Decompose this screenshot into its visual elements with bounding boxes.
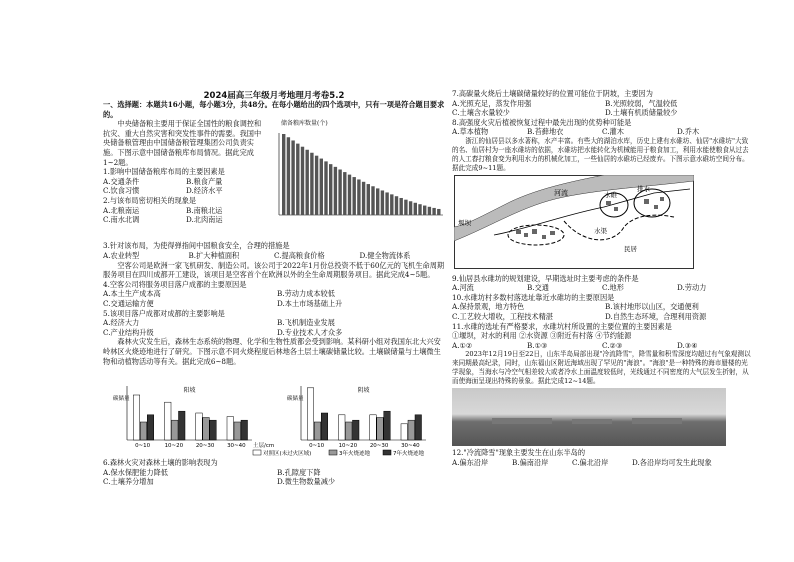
- granary-chart: [267, 119, 445, 241]
- map-label-houses: 民居: [624, 244, 637, 253]
- q9-option-b: B.交通: [527, 283, 549, 293]
- q2-option-b: B.南粮北运: [186, 205, 223, 215]
- q6-stem: 6.森林火灾对森林土壤的影响表现为: [103, 458, 218, 467]
- q11-items: ①堰坝，对水的利用 ②水资源 ③附近有村落 ④节约能源: [452, 331, 632, 341]
- granary-bars: [267, 129, 445, 239]
- fire-bar: [234, 422, 241, 440]
- q2-option-c: C.南水北调: [103, 215, 140, 225]
- granary-bar: [334, 167, 337, 215]
- fire-x-tick: 0~10: [309, 443, 325, 449]
- fire-bar: [415, 415, 422, 440]
- fire-legend-label: 3年火烧迹地: [339, 451, 370, 457]
- fire-bar: [370, 415, 377, 440]
- fire-carbon-svg: [103, 378, 445, 458]
- fire-x-tick: 30~40: [227, 443, 246, 449]
- q2-stem: 2.与该布局密切相关的现象是: [103, 195, 197, 205]
- q2-option-a: A.北粮南运: [103, 205, 140, 215]
- map-label-canal: 水渠: [594, 226, 607, 235]
- q10-option-a: A.保持景观，地方特色: [452, 302, 525, 312]
- granary-bar: [338, 169, 341, 215]
- granary-bar: [437, 209, 440, 215]
- fire-bar: [227, 417, 234, 440]
- q1-option-d: D.经济水平: [186, 186, 223, 196]
- q7-option-d: D.土壤有机质储量较少: [605, 108, 678, 118]
- q4-option-d: D.本土市场基础上升: [277, 298, 343, 308]
- granary-chart-label: 储备粮库数量(个): [281, 120, 328, 128]
- granary-bar: [418, 204, 421, 215]
- granary-bar: [282, 134, 285, 215]
- granary-bar: [301, 146, 304, 214]
- fire-x-tick: 20~30: [195, 443, 215, 449]
- granary-bar: [306, 150, 309, 215]
- fire-bar: [314, 422, 321, 440]
- exam-title: 2024届高三年级月考地理月考卷5.2: [203, 91, 345, 101]
- q12-option-c: C.偏北沿岸: [572, 457, 609, 467]
- fire-bar: [241, 420, 248, 440]
- fire-y-label: 碳储量: [113, 396, 130, 402]
- q10-option-c: C.工艺较大增收，工程技术精湛: [452, 311, 553, 321]
- fire-x-tick: 20~30: [369, 443, 389, 449]
- granary-bar: [320, 158, 323, 214]
- q3-option-d: D.健全物流体系: [359, 250, 411, 260]
- fire-bar: [339, 415, 346, 440]
- granary-bar: [400, 198, 403, 215]
- q7-stem: 7.高碳量火烧后土壤碳储量较好的位置可能位于阴坡，主要因为: [452, 89, 653, 98]
- q12-option-a: A.偏东沿岸: [452, 457, 489, 467]
- q8-option-a: A.草本植物: [452, 127, 489, 137]
- granary-bar: [310, 153, 313, 215]
- granary-bar: [348, 174, 351, 214]
- q11-option-b: B.①③: [527, 340, 548, 350]
- granary-bar: [291, 140, 294, 215]
- granary-bar: [362, 182, 365, 215]
- q5-option-b: B.飞机制造业发展: [277, 318, 335, 328]
- passage-3: 森林火灾发生后，森林生态系统的物理、化学和生物性质都会受到影响。某科研小组对我国东北大兴安岭林区火烧迹地进行了研究。下图示意不同火烧程度后林地各土层土壤碳储量比较。土壤碳储量与土壤微生物和动植物活动等有关。据此完成6~8题。: [103, 337, 441, 366]
- q4-option-b: B.劳动力成本较低: [277, 289, 335, 299]
- granary-bar: [390, 194, 393, 215]
- q9-option-d: D.劳动力: [677, 283, 707, 293]
- granary-bar: [296, 143, 299, 214]
- q5-stem: 5.该项目落户成都对成都的主要影响是: [103, 308, 225, 318]
- q9-option-c: C.地形: [602, 283, 624, 293]
- q10-stem: 10.水碓坊村多数村落选址靠近水碓坊的主要原因是: [452, 292, 615, 302]
- fire-bar: [147, 415, 154, 440]
- fire-panel-title: 阴坡: [357, 387, 370, 394]
- granary-bar: [385, 192, 388, 215]
- granary-bar: [371, 186, 374, 215]
- granary-bar: [428, 207, 431, 215]
- right-column: [452, 89, 752, 468]
- q4-option-c: C.交通运输方便: [103, 298, 154, 308]
- granary-bar: [343, 172, 346, 215]
- q8-option-b: B.苔藓地衣: [527, 127, 564, 137]
- fire-x-tick: 10~20: [338, 443, 358, 449]
- passage-6: 2023年12月19日至22日，山东半岛局部出现"冷流降雪"，降雪量和积雪深度均超过有气象观测以来同期最高纪录，同时，山东福山区附近海域出现了罕见的"海浪"。"海浪"是一种特殊的海市蜃楼的光学现象，当海水与冷空气相差较大或者冷水上面温度较低时，光线通过不同密度的大气层发生折射，从而使海面呈现出特殊的景象。据此完成12~14题。: [452, 350, 751, 386]
- q2-option-d: D.北肉南运: [186, 215, 223, 225]
- q6-option-c: C.土壤养分增加: [103, 477, 154, 487]
- fire-bar: [346, 422, 353, 440]
- granary-bar: [357, 179, 360, 215]
- q11-option-d: D.③④: [677, 340, 698, 350]
- granary-bar: [324, 161, 327, 215]
- fire-x-unit: 土层/cm: [253, 443, 275, 449]
- left-column: [103, 100, 445, 366]
- q5-option-d: D.专业技术人才众多: [277, 327, 343, 337]
- q12-stem: 12."冷流降雪"现象主要发生在山东半岛的: [452, 448, 586, 458]
- passage-1: 中央储备粮主要用于保证全国性的粮食调控和抗灾、重大自然灾害和突发性事件的需要。我国中央储备粮管理由中国储备粮管理集团公司负责实施。下图示意中国储备粮库布局情况。据此完成1~2题。: [103, 119, 262, 167]
- fire-bar: [377, 418, 384, 441]
- fire-legend-swatch: [253, 450, 261, 455]
- q1-option-a: A.交通条件: [103, 176, 140, 186]
- q12-option-b: B.偏南沿岸: [512, 457, 549, 467]
- q9-stem: 9.仙居县水碓坊的规划建设，早期选址时主要考虑的条件是: [452, 273, 639, 283]
- q11-stem: 11.水碓的选址有严格要求，水碓坑村所设置的主要位置的主要因素是: [452, 321, 672, 331]
- granary-bar: [315, 155, 318, 214]
- q7-option-b: B.光照较弱，气温较低: [605, 98, 678, 108]
- watermill-map: [454, 175, 752, 272]
- map-label-weir: 堰坝: [458, 218, 471, 227]
- fire-panel-title: 阳坡: [183, 387, 196, 394]
- fire-bar: [210, 420, 217, 440]
- passage-5: 浙江的仙居县以多水著称，水产丰富。有些大的湖泊水库，历史上建有水碓坊、仙居"水碓坊"大致的名、仙居村为一座水碓坊的依据，水碓坊把水能转化为机械能用于粮食加工，利用水能使粮食从过去的人工舂打粮食变为利用水力的机械化加工，一些仙居的水碓坊已经废弃。下图示意水碓坊空间分布。据此完成9~11题。: [452, 136, 749, 172]
- q1-option-c: C.饮食习惯: [103, 186, 140, 196]
- fire-y-label: 碳储量: [287, 396, 304, 402]
- granary-bar: [409, 201, 412, 215]
- fire-bar: [172, 420, 179, 440]
- fire-bar: [408, 420, 415, 440]
- q3-option-b: B.扩大种植面积: [188, 250, 240, 260]
- fire-bar: [353, 420, 360, 440]
- q10-option-b: B.该村地形以山区，交通便利: [605, 302, 699, 312]
- granary-bar: [395, 196, 398, 215]
- map-label-river: 河流: [554, 188, 568, 197]
- q7-option-a: A.光照充足，蒸发作用强: [452, 98, 532, 108]
- q5-option-c: C.产业结构升级: [103, 327, 154, 337]
- q4-option-a: A.本土生产成本高: [103, 289, 161, 299]
- q3-stem: 3.针对该布局，为使得弹指间中国粮食安全，合理的措施是: [103, 241, 290, 251]
- q4-stem: 4.空客公司将服务项目落户成都的主要原因是: [103, 279, 247, 289]
- fire-bar: [140, 422, 147, 440]
- sea-photo: [452, 388, 726, 446]
- q8-stem: 8.高强度火灾后植被恢复过程中最先出现的优势种可能是: [452, 117, 632, 127]
- fire-bar: [307, 388, 314, 440]
- fire-x-tick: 30~40: [401, 443, 420, 449]
- fire-legend-label: 7年火烧迹地: [393, 451, 424, 457]
- q12-option-d: D.各沿岸均可发生此现象: [632, 457, 712, 467]
- fire-legend-swatch: [383, 450, 391, 455]
- q6-block: [103, 458, 445, 487]
- q9-option-a: A.河流: [452, 283, 474, 293]
- fire-bar: [165, 402, 172, 440]
- fire-legend-label: 对照区(未过火区域): [263, 451, 312, 457]
- fire-legend-swatch: [329, 450, 337, 455]
- granary-bar: [404, 199, 407, 214]
- passage-2: 空客公司是欧洲一家飞机研发、制造公司。该公司于2022年1月份总投资不低于60亿元的飞机生命周期服务项目在四川成都开工建设，该项目是空客首个在欧洲以外的全生命周期服务项目。据此完成4~5题。: [103, 260, 445, 280]
- q11-option-c: C.②③: [602, 340, 623, 350]
- q1-option-b: B.粮食产量: [186, 176, 223, 186]
- q3-option-a: A.农业转型: [103, 250, 140, 260]
- granary-bar: [329, 164, 332, 215]
- q8-option-d: D.乔木: [677, 127, 700, 137]
- granary-bar: [432, 208, 435, 215]
- watermill-map-svg: [454, 175, 694, 269]
- granary-bar: [414, 203, 417, 215]
- q6-option-b: B.孔隙度下降: [277, 467, 321, 477]
- granary-bar: [376, 188, 379, 215]
- q6-option-a: A.保水保肥能力降低: [103, 467, 168, 477]
- q7-option-c: C.土壤含水量较少: [452, 108, 510, 118]
- fire-bar: [133, 395, 140, 440]
- granary-bar: [287, 137, 290, 215]
- q3-option-c: C.提高粮食价格: [274, 250, 325, 260]
- map-label-drain: 排水: [637, 184, 650, 193]
- q8-option-c: C.灌木: [602, 127, 624, 137]
- granary-bar: [367, 184, 370, 215]
- q11-option-a: A.①②: [452, 340, 473, 350]
- q6-option-d: D.微生物数量减少: [277, 477, 336, 487]
- granary-bar: [423, 205, 426, 214]
- fire-bar: [321, 413, 328, 440]
- q1-stem: 1.影响中国储备粮库布局的主要因素是: [103, 167, 225, 177]
- section-heading: 一、选择题：本题共16小题，每小题3分，共48分。在每小题给出的四个选项中，只有一项是符合题目要求的。: [103, 100, 445, 119]
- fire-bar: [203, 418, 210, 441]
- q5-option-a: A.经济大力: [103, 318, 140, 328]
- granary-bar: [353, 177, 356, 215]
- granary-bar: [381, 190, 384, 215]
- fire-bar: [384, 411, 391, 440]
- q10-option-d: D.自然生态环境，合理利用资源: [605, 311, 707, 321]
- fire-bar: [179, 411, 186, 440]
- fire-bar: [401, 424, 408, 440]
- fire-x-tick: 10~20: [164, 443, 184, 449]
- fire-carbon-figure: [103, 378, 445, 458]
- map-label-watermill: 水碓: [604, 190, 617, 199]
- fire-bar: [196, 413, 203, 440]
- fire-x-tick: 0~10: [135, 443, 151, 449]
